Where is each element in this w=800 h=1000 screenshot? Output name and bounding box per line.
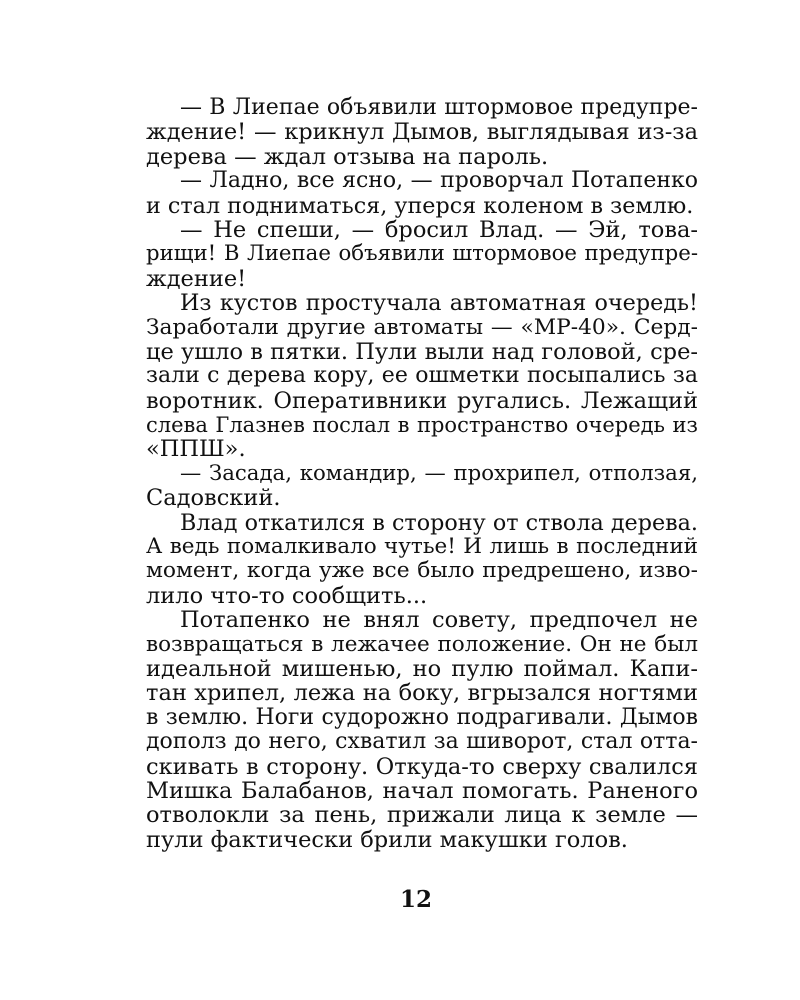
- text-line: слева Глазнев послал в пространство очередь из: [146, 413, 698, 438]
- text-line: Заработали другие автоматы — «МР-40». Серд-: [146, 314, 698, 340]
- text-line: — Ладно, все ясно, — проворчал Потапенко: [180, 168, 698, 194]
- text-line: тан хрипел, лежа на боку, вгрызался ногтями: [146, 680, 698, 707]
- text-line: зали с дерева кору, ее ошметки посыпались за: [146, 363, 698, 389]
- text-line: отволокли за пень, прижали лица к земле —: [146, 802, 698, 829]
- text-line: ждение!: [146, 265, 247, 292]
- text-line: дерева — ждал отзыва на пароль.: [146, 143, 549, 170]
- text-line: Потапенко не внял совету, предпочел не: [180, 607, 698, 634]
- text-line: рищи! В Лиепае объявили штормовое предупре-: [146, 241, 698, 267]
- text-line: — Засада, командир, — прохрипел, отползая,: [180, 460, 698, 486]
- text-line: идеальной мишенью, но пулю поймал. Капи-: [146, 655, 698, 682]
- text-line: лило что-то сообщить...: [146, 582, 428, 609]
- text-line: Мишка Балабанов, начал помогать. Раненого: [146, 777, 698, 804]
- text-line: Из кустов простучала автоматная очередь!: [180, 290, 698, 317]
- body-text: [146, 96, 698, 852]
- text-line: и стал подниматься, уперся коленом в землю.: [146, 192, 694, 219]
- text-line: це ушло в пятки. Пули выли над головой, сре-: [146, 338, 698, 365]
- text-line: А ведь помалкивало чутье! И лишь в последний: [146, 534, 698, 560]
- text-line: Садовский.: [146, 485, 281, 512]
- text-line: в землю. Ноги судорожно подрагивали. Дымов: [146, 704, 698, 730]
- page-number: 12: [399, 886, 432, 913]
- text-line: дополз до него, схватил за шиворот, стал отта-: [146, 729, 698, 755]
- text-line: скивать в сторону. Откуда-то сверху свалился: [146, 753, 698, 780]
- text-line: Влад откатился в сторону от ствола дерева.: [180, 509, 698, 536]
- text-line: «ППШ».: [146, 436, 246, 463]
- text-line: воротник. Оперативники ругались. Лежащий: [146, 387, 698, 414]
- text-line: возвращаться в лежачее положение. Он не был: [146, 631, 698, 657]
- text-line: — Не спеши, — бросил Влад. — Эй, това-: [180, 216, 698, 243]
- text-line: ждение! — крикнул Дымов, выглядывая из-за: [146, 119, 698, 146]
- text-line: — В Лиепае объявили штормовое предупре-: [180, 95, 698, 120]
- text-line: пули фактически брили макушки голов.: [146, 826, 628, 853]
- text-line: момент, когда уже все было предрешено, изво-: [146, 558, 698, 584]
